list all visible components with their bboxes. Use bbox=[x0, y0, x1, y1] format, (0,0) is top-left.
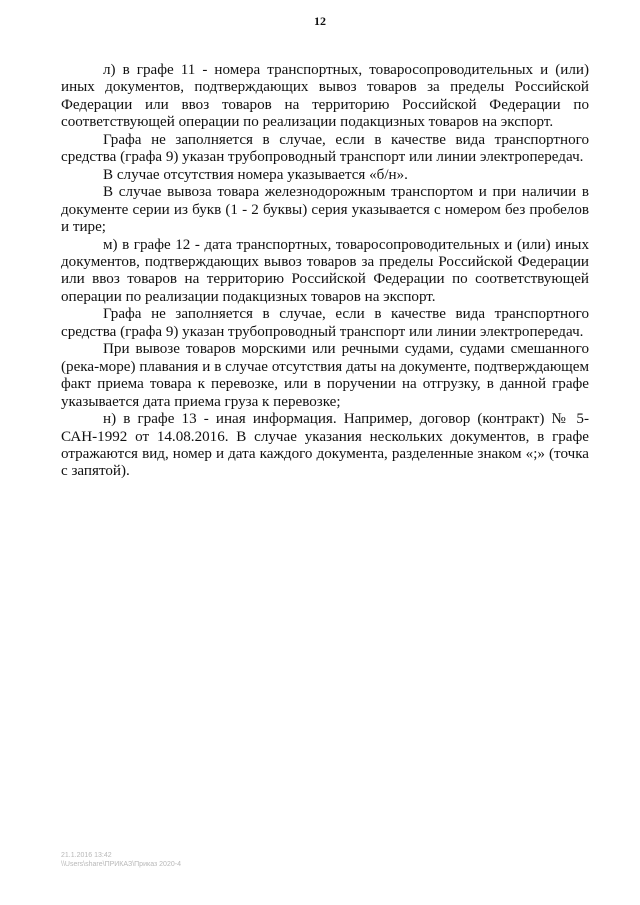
paragraph-no-number-note: В случае отсутствия номера указывается «б/н». bbox=[103, 166, 408, 183]
page-number: 12 bbox=[314, 14, 326, 28]
document-body bbox=[61, 62, 589, 481]
paragraph-l-grafa-11: л) в графе 11 - номера транспортных, товаросопроводительных и (или) иных документов, подтверждающих вывоз товаров за пределы Российской Федерации или ввоз товаров на территорию Российской Федерации по соответствующей операции по реализации подакцизных товаров на экспорт. bbox=[61, 62, 589, 131]
footer-stamp-path: \\Users\share\ПРИКАЗ\Приказ 2020-4 bbox=[61, 861, 181, 868]
paragraph-sea-river-vessels-note: При вывозе товаров морскими или речными судами, судами смешанного (река-море) плавания и в случае отсутствия даты на документе, подтверждающем факт приема товара к перевозке, или в поручении на отгрузку, в данной графе указывается дата приема груза к перевозке; bbox=[61, 341, 589, 410]
paragraph-railway-series-note: В случае вывоза товара железнодорожным транспортом и при наличии в документе серии из букв (1 - 2 буквы) серия указывается с номером без пробелов и тире; bbox=[61, 184, 589, 236]
paragraph-m-grafa-12: м) в графе 12 - дата транспортных, товаросопроводительных и (или) иных документов, подтверждающих вывоз товаров за пределы Российской Федерации или ввоз товаров на территорию Российской Федерации по соответствующей операции по реализации подакцизных товаров на экспорт. bbox=[61, 236, 589, 305]
paragraph-n-grafa-13: н) в графе 13 - иная информация. Например, договор (контракт) № 5-САН-1992 от 14.08.2016. В случае указания нескольких документов, в графе отражаются вид, номер и дата каждого документа, разделенные знаком «;» (точка с запятой). bbox=[61, 411, 589, 480]
footer-file-stamp bbox=[61, 851, 181, 869]
paragraph-not-filled-note-2: Графа не заполняется в случае, если в качестве вида транспортного средства (графа 9) указан трубопроводный транспорт или линии электропередач. bbox=[61, 306, 589, 340]
paragraph-not-filled-note: Графа не заполняется в случае, если в качестве вида транспортного средства (графа 9) указан трубопроводный транспорт или линии электропередач. bbox=[61, 131, 589, 166]
footer-stamp-date: 21.1.2016 13:42 bbox=[61, 852, 112, 859]
